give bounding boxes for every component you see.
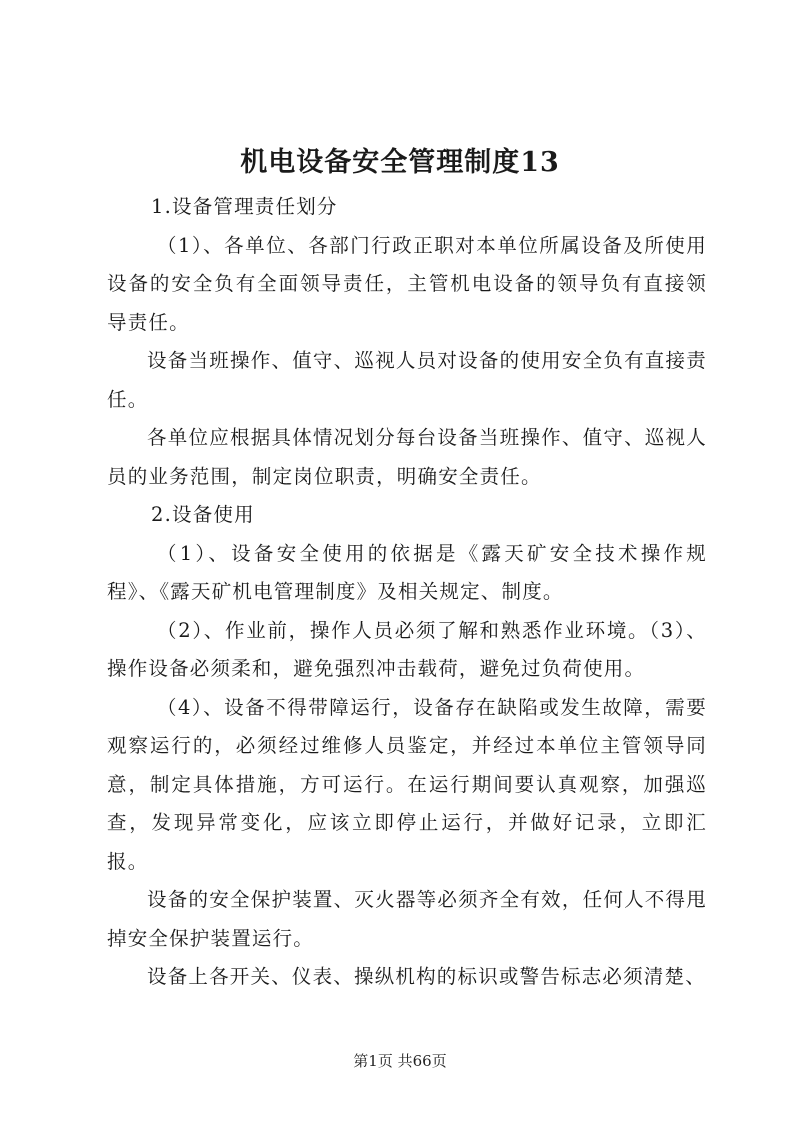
paragraph: （1）、各单位、各部门行政正职对本单位所属设备及所使用设备的安全负有全面领导责任，主管机电设备的领导负有直接领导责任。 (107, 233, 707, 334)
paragraph: 设备上各开关、仪表、操纵机构的标识或警告标志必须清楚、 (147, 965, 706, 988)
paragraph: 设备当班操作、值守、巡视人员对设备的使用安全负有直接责任。 (107, 349, 707, 411)
paragraph: 2.设备使用 (151, 503, 255, 526)
document-body (107, 188, 707, 997)
paragraph: 1.设备管理责任划分 (151, 195, 338, 218)
page-number-footer: 第1页 共66页 (353, 1052, 447, 1070)
paragraph: 设备的安全保护装置、灭火器等必须齐全有效，任何人不得甩掉安全保护装置运行。 (107, 888, 707, 950)
document-title: 机电设备安全管理制度13 (240, 147, 560, 178)
paragraph: （1）、设备安全使用的依据是《露天矿安全技术操作规程》、《露天矿机电管理制度》及相关规定、制度。 (107, 541, 707, 603)
paragraph: （4）、设备不得带障运行，设备存在缺陷或发生故障，需要观察运行的，必须经过维修人员鉴定，并经过本单位主管领导同意，制定具体措施，方可运行。在运行期间要认真观察，加强巡查，发现异常变化，应该立即停止运行，并做好记录，立即汇报。 (107, 695, 707, 873)
paragraph: （2）、作业前，操作人员必须了解和熟悉作业环境。（3）、操作设备必须柔和，避免强烈冲击载荷，避免过负荷使用。 (107, 618, 707, 680)
paragraph: 各单位应根据具体情况划分每台设备当班操作、值守、巡视人员的业务范围，制定岗位职责，明确安全责任。 (107, 426, 707, 488)
